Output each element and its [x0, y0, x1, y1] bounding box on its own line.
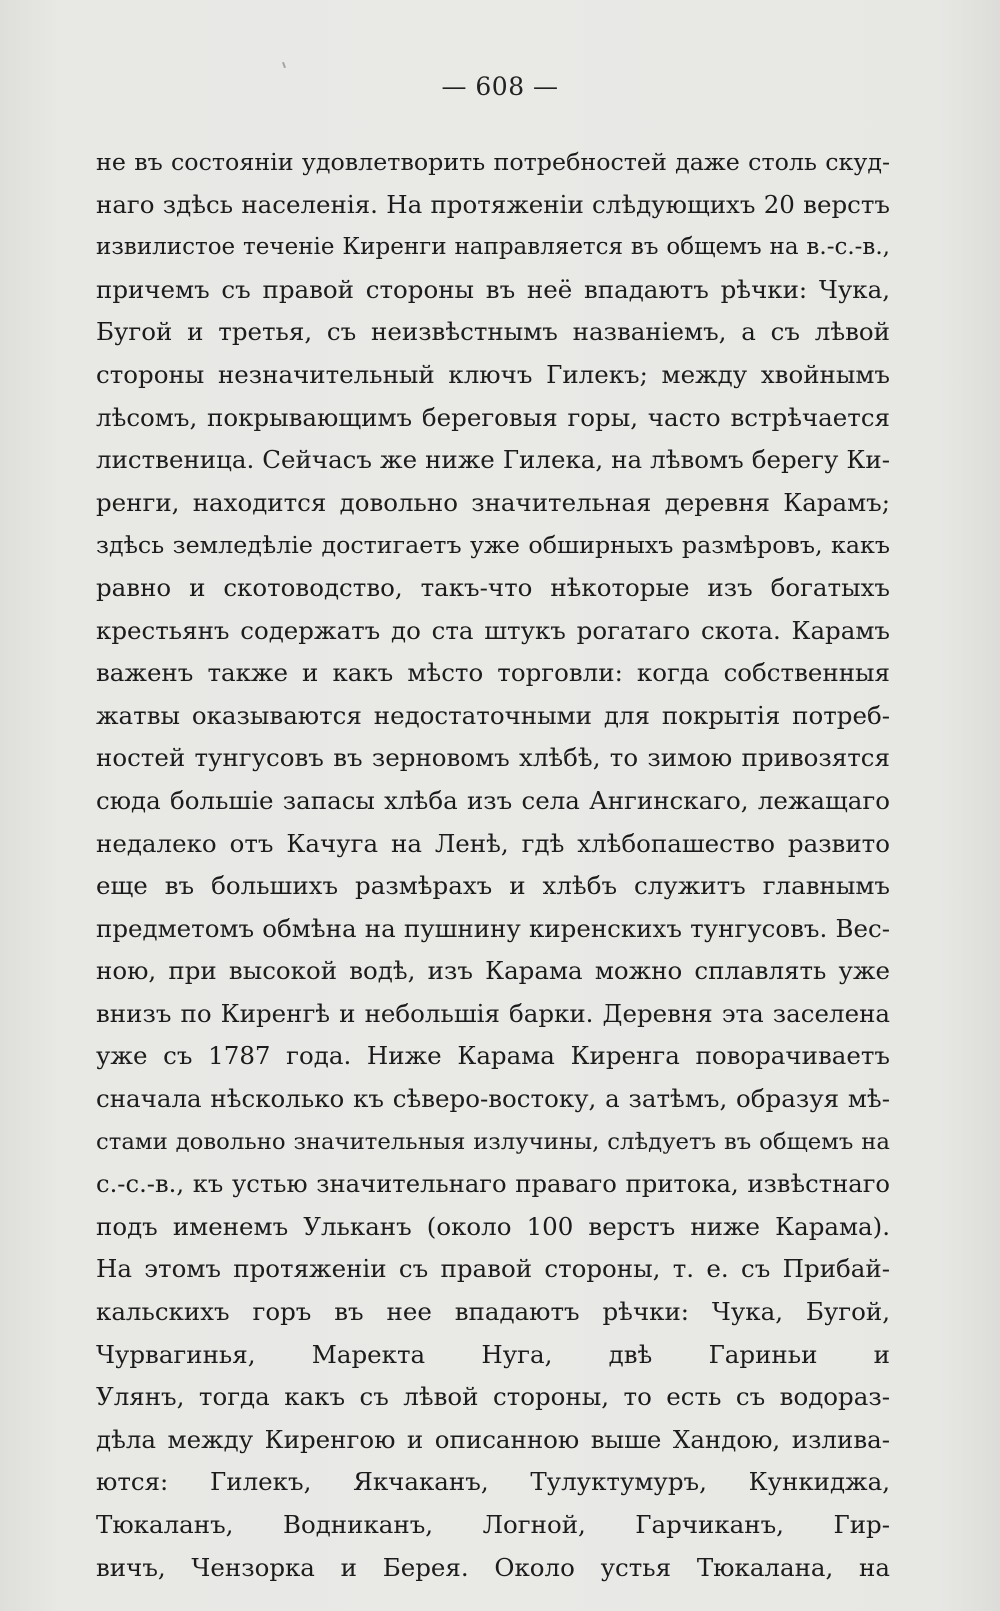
text-line: сначала нѣсколько къ сѣверо-востоку, а затѣмъ, образуя мѣ- [96, 1084, 890, 1114]
paper-speck [282, 62, 286, 68]
text-line: крестьянъ содержатъ до ста штукъ рогатаго скота. Карамъ [96, 615, 890, 645]
text-line: недалеко отъ Качуга на Ленѣ, гдѣ хлѣбопашество развито [96, 828, 890, 858]
body-text [96, 141, 890, 1589]
text-line: предметомъ обмѣна на пушнину киренскихъ тунгусовъ. Вес- [96, 913, 890, 943]
text-line: ностей тунгусовъ въ зерновомъ хлѣбѣ, то зимою привозятся [96, 743, 890, 773]
text-line: Тюкаланъ, Водниканъ, Логной, Гарчиканъ, Гир- [96, 1510, 890, 1539]
text-line: с.-с.-в., къ устью значительнаго праваго притока, извѣстнаго [96, 1169, 890, 1199]
text-line: причемъ съ правой стороны въ неё впадаютъ рѣчки: Чука, [96, 274, 890, 304]
text-line: извилистое теченiе Киренги направляется въ общемъ на в.-с.-в., [96, 234, 890, 261]
text-line: уже съ 1787 года. Ниже Карама Киренга поворачиваетъ [96, 1041, 890, 1071]
text-line: стороны незначительный ключъ Гилекъ; между хвойнымъ [96, 359, 890, 389]
text-line: стами довольно значительныя излучины, слѣдуетъ въ общемъ на [96, 1128, 890, 1155]
text-line: подъ именемъ Ульканъ (около 100 верстъ ниже Карама). [96, 1211, 890, 1241]
text-line: еще въ большихъ размѣрахъ и хлѣбъ служитъ главнымъ [96, 871, 890, 901]
text-line: Чурвагинья, Маректа Нуга, двѣ Гариньи и [96, 1339, 890, 1369]
text-line: На этомъ протяженiи съ правой стороны, т. е. съ Прибай- [96, 1254, 890, 1284]
page-number: — 608 — [441, 72, 559, 101]
text-line: жатвы оказываются недостаточными для покрытiя потреб- [96, 700, 890, 730]
text-line: кальскихъ горъ въ нее впадаютъ рѣчки: Чука, Бугой, [96, 1297, 890, 1327]
text-line: ною, при высокой водѣ, изъ Карама можно сплавлять уже [96, 956, 890, 986]
text-line: важенъ также и какъ мѣсто торговли: когда собственныя [96, 658, 890, 688]
text-line: равно и скотоводство, такъ-что нѣкоторые изъ богатыхъ [96, 572, 890, 602]
text-line: ются: Гилекъ, Якчаканъ, Тулуктумуръ, Кункиджа, [96, 1467, 890, 1497]
text-line: лѣсомъ, покрывающимъ береговыя горы, часто встрѣчается [96, 402, 890, 432]
text-line: вичъ, Чензорка и Берея. Около устья Тюкалана, на [96, 1552, 890, 1582]
text-line: здѣсь земледѣлiе достигаетъ уже обширныхъ размѣровъ, какъ [96, 531, 890, 560]
text-line: наго здѣсь населенiя. На протяженiи слѣдующихъ 20 верстъ [96, 189, 890, 219]
text-line: сюда большiе запасы хлѣба изъ села Ангинскаго, лежащаго [96, 785, 890, 815]
text-line: внизъ по Киренгѣ и небольшiя барки. Деревня эта заселена [96, 998, 890, 1028]
text-line: лиственица. Сейчасъ же ниже Гилека, на лѣвомъ берегу Ки- [96, 445, 890, 475]
text-line: дѣла между Киренгою и описанною выше Хандою, излива- [96, 1424, 890, 1454]
text-line: Улянъ, тогда какъ съ лѣвой стороны, то есть съ водораз- [96, 1382, 890, 1412]
text-line: ренги, находится довольно значительная деревня Карамъ; [96, 487, 890, 517]
text-line: Бугой и третья, съ неизвѣстнымъ названiемъ, а съ лѣвой [96, 317, 890, 347]
text-line: не въ состоянiи удовлетворить потребностей даже столь скуд- [96, 148, 890, 176]
